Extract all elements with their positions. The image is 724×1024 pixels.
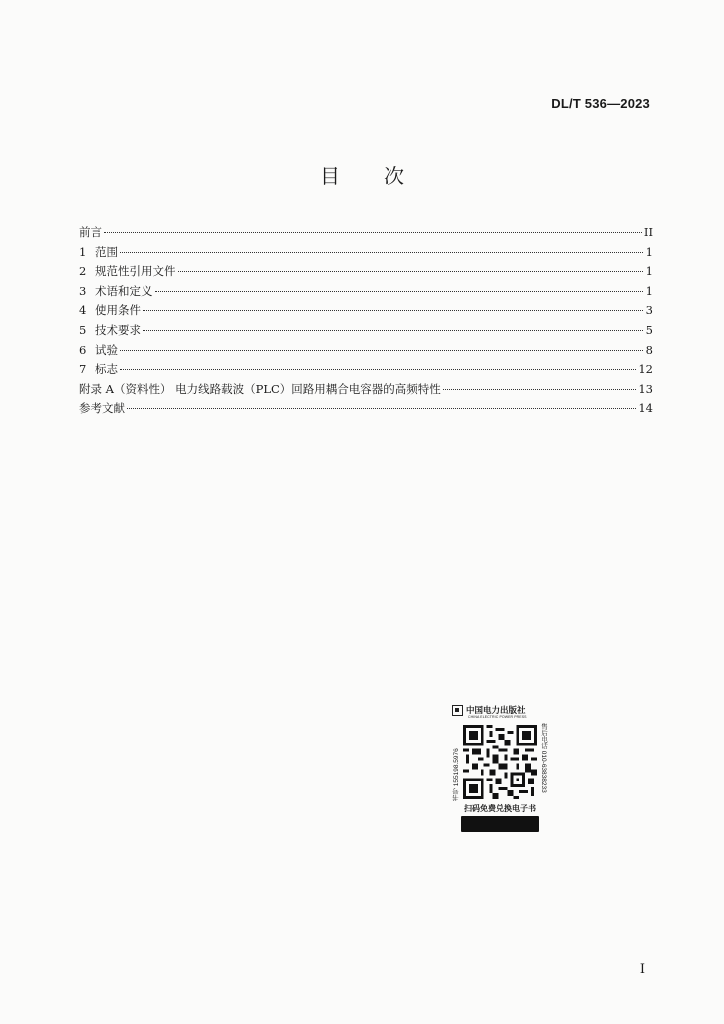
toc-entry-page: II <box>643 225 653 239</box>
toc-entry-number: 6 <box>79 342 87 357</box>
publisher-logo-icon <box>452 705 463 716</box>
leader-dots <box>104 232 642 233</box>
toc-entry-label: 标志 <box>95 362 118 377</box>
toc-entry-page: 8 <box>645 342 653 357</box>
aftersales-phone: 售后电话 010-63838233 <box>540 723 547 793</box>
toc-entry-label: 使用条件 <box>95 303 141 318</box>
toc-entry-annex-a[interactable] <box>79 380 653 400</box>
toc-entry-label: 前言 <box>79 225 102 239</box>
toc-entry-5[interactable] <box>79 321 653 341</box>
toc-entry-page: 1 <box>645 244 653 259</box>
toc-entry-number: 7 <box>79 362 87 377</box>
toc-entry-foreword[interactable] <box>79 223 653 243</box>
toc-entry-label: 参考文献 <box>79 401 125 416</box>
toc-entry-label: 技术要求 <box>95 322 141 337</box>
leader-dots <box>143 330 643 331</box>
standard-code: DL/T 536—2023 <box>551 96 650 111</box>
toc-entry-label: 术语和定义 <box>95 283 153 298</box>
toc-entry-7[interactable] <box>79 360 653 380</box>
ebook-qr-panel <box>452 704 548 840</box>
toc-entry-number: 1 <box>79 244 87 259</box>
toc-entry-label: 范围 <box>95 244 118 259</box>
toc-entry-3[interactable] <box>79 282 653 302</box>
toc-entry-2[interactable] <box>79 262 653 282</box>
leader-dots <box>155 291 644 292</box>
leader-dots <box>120 350 643 351</box>
qr-caption: 扫码免费兑换电子书 <box>464 803 536 813</box>
toc-title <box>0 160 724 189</box>
qr-body <box>452 722 548 802</box>
leader-dots <box>443 389 637 390</box>
publisher-name: 中国电力出版社 <box>466 706 526 716</box>
toc-entry-label: 规范性引用文件 <box>95 264 176 279</box>
toc-entry-number: 2 <box>79 264 87 279</box>
toc-entry-6[interactable] <box>79 341 653 361</box>
toc-entry-number: 4 <box>79 303 87 318</box>
book-number: 书号 155198.5976 <box>453 748 460 801</box>
publisher-name-en: CHINA ELECTRIC POWER PRESS <box>468 715 527 719</box>
leader-dots <box>120 369 636 370</box>
leader-dots <box>143 310 643 311</box>
toc-entry-bibliography[interactable] <box>79 399 653 419</box>
toc-entry-label: 试验 <box>95 342 118 357</box>
toc-entry-number: 5 <box>79 322 87 337</box>
toc-entry-4[interactable] <box>79 301 653 321</box>
table-of-contents <box>79 223 653 419</box>
toc-entry-page: 14 <box>638 401 653 416</box>
toc-entry-1[interactable] <box>79 243 653 263</box>
toc-entry-page: 3 <box>645 303 653 318</box>
leader-dots <box>120 252 643 253</box>
toc-entry-page: 5 <box>645 322 653 337</box>
toc-entry-page: 13 <box>638 381 653 396</box>
leader-dots <box>178 271 644 272</box>
toc-entry-page: 1 <box>645 283 653 298</box>
page-number: I <box>639 962 645 977</box>
redacted-code-block <box>461 816 539 832</box>
toc-entry-number: 3 <box>79 283 87 298</box>
toc-title-char-1: 目 <box>320 164 340 188</box>
leader-dots <box>127 408 636 409</box>
toc-title-char-2: 次 <box>384 164 404 188</box>
qr-code-icon[interactable] <box>463 725 537 799</box>
toc-entry-page: 12 <box>638 362 653 377</box>
toc-entry-page: 1 <box>645 264 653 279</box>
toc-entry-label: 附录 A（资料性） 电力线路载波（PLC）回路用耦合电容器的高频特性 <box>79 381 441 396</box>
